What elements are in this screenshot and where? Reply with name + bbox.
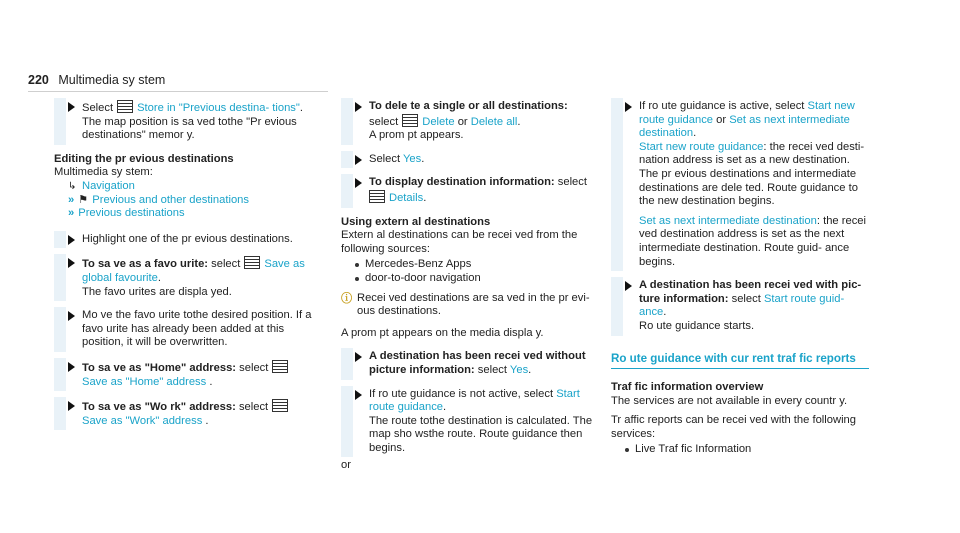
nav-path-prev-other: » ⚑ Previous and other destinations <box>68 193 249 206</box>
link-set-intermediate[interactable]: Set as next intermediate destination <box>639 214 817 227</box>
step-details: To display destination information: select Details. <box>341 176 599 205</box>
link-start-route-guidance[interactable]: Start route guidance <box>369 387 580 414</box>
step-select-yes: Select Yes. <box>341 153 599 167</box>
info-icon: ⓘ <box>341 292 353 305</box>
external-heading: Using extern al destinations <box>341 215 491 228</box>
step-arrow-icon <box>68 102 75 112</box>
step-save-favourite: To sa ve as a favo urite: select Save as global favourite. The favo urites are displa yed. <box>54 256 312 299</box>
link-delete-all[interactable]: Delete all <box>470 115 518 128</box>
double-chevron-icon: » <box>68 207 75 220</box>
double-chevron-icon: » <box>68 193 75 206</box>
return-arrow-icon: ↳ <box>68 180 77 192</box>
traffic-services-intro: Tr affic reports can be recei ved with the following services: <box>611 414 856 440</box>
prompt-text: A prom pt appears on the media displa y. <box>341 326 544 339</box>
step-arrow-icon <box>355 178 362 188</box>
nav-path-navigation: ↳ Navigation <box>68 179 135 192</box>
header-divider <box>28 91 328 92</box>
menu-icon <box>272 399 288 412</box>
link-start-route-guidance[interactable]: Start route guid‐ ance <box>639 292 845 319</box>
step-save-home: To sa ve as "Home" address: select Save as "Home" address . <box>54 360 312 389</box>
flag-icon: ⚑ <box>78 193 89 206</box>
step-store-previous: Select Store in "Previous destina‐ tions". The map position is sa ved tothe "Pr evious destinations" memor y. <box>54 100 312 143</box>
step-arrow-icon <box>68 401 75 411</box>
step-arrow-icon <box>355 390 362 400</box>
link-save-home[interactable]: Save as "Home" address <box>82 375 207 388</box>
external-sources-list <box>341 258 599 285</box>
step-arrow-icon <box>68 311 75 321</box>
list-item: Mercedes-Benz Apps <box>355 258 599 272</box>
link-save-work[interactable]: Save as "Work" address <box>82 414 203 427</box>
step-start-guidance: If ro ute guidance is not active, select Start route guidance. The route tothe destination is calculated. The map sho wsthe route. Route guidance then begins. <box>341 388 599 456</box>
traffic-availability: The services are not available in every countr y. <box>611 394 848 407</box>
column-middle <box>341 100 599 473</box>
external-intro: Extern al destinations can be recei ved from the following sources: <box>341 229 578 255</box>
step-highlight: Highlight one of the pr evious destinations. <box>54 233 312 247</box>
step-arrow-icon <box>68 258 75 268</box>
link-yes[interactable]: Yes <box>509 363 529 376</box>
link-store-previous[interactable]: Store in "Previous destina‐ tions" <box>137 102 300 114</box>
link-set-intermediate[interactable]: Set as next intermediate destination <box>639 113 850 140</box>
step-with-picture: A destination has been recei ved with pic‐ ture information: select Start route guid‐ ance. Ro ute guidance starts. <box>611 279 869 333</box>
nav-path-previous: » Previous destinations <box>68 207 185 220</box>
step-arrow-icon <box>625 102 632 112</box>
menu-icon <box>402 114 418 127</box>
step-save-work: To sa ve as "Wo rk" address: select Save as "Work" address . <box>54 399 312 428</box>
column-right <box>611 100 869 463</box>
list-item: Live Traf fic Information <box>625 443 869 457</box>
menu-icon <box>272 360 288 373</box>
step-arrow-icon <box>68 235 75 245</box>
step-arrow-icon <box>355 352 362 362</box>
step-no-picture: A destination has been recei ved without picture information: select Yes. <box>341 350 599 377</box>
page-number: 220 <box>28 73 49 87</box>
section-title: Ro ute guidance with cur rent traf fic reports <box>611 351 856 365</box>
note: ⓘ Recei ved destinations are sa ved in the pr evi‐ ous destinations. <box>341 291 590 318</box>
menu-icon <box>117 100 133 113</box>
link-start-new-route[interactable]: Start new route guidance <box>639 100 855 126</box>
section-divider <box>611 368 869 369</box>
or-text: or <box>341 459 351 472</box>
link-delete[interactable]: Delete <box>422 115 455 128</box>
editing-path: Multimedia sy stem: <box>54 166 153 179</box>
link-yes[interactable]: Yes <box>403 152 422 165</box>
step-delete: To dele te a single or all destinations: select Delete or Delete all. A prom pt appears. <box>341 100 599 143</box>
step-arrow-icon <box>625 281 632 291</box>
link-save-favourite[interactable]: Save as global favourite <box>82 258 305 284</box>
step-active-guidance: If ro ute guidance is active, select Start new route guidance or Set as next intermediate destination. Start new route guidance: the recei ved desti‐ nation address is set as a new destination. The pr evious destinations and intermediate destinations are dele ted. Route guidance to the new destination begins. Set as next intermediate destination: the recei ved destination address is set as the next intermediate destination. Route guid‐ ance begins. <box>611 100 869 269</box>
step-arrow-icon <box>355 102 362 112</box>
menu-icon <box>369 190 385 203</box>
menu-icon <box>244 256 260 269</box>
editing-heading: Editing the pr evious destinations <box>54 152 234 165</box>
traffic-services-list <box>611 443 869 457</box>
list-item: door-to-door navigation <box>355 272 599 286</box>
step-move-favourite: Mo ve the favo urite tothe desired position. If a favo urite has already been added at this position, it will be overwritten. <box>54 309 312 350</box>
link-start-new-route[interactable]: Start new route guidance <box>639 140 764 153</box>
page-header <box>28 74 165 88</box>
column-left <box>54 100 312 438</box>
step-arrow-icon <box>68 362 75 372</box>
chapter-title: Multimedia sy stem <box>58 73 166 87</box>
link-details[interactable]: Details <box>389 191 424 204</box>
step-arrow-icon <box>355 155 362 165</box>
traffic-heading: Traf fic information overview <box>611 381 764 394</box>
